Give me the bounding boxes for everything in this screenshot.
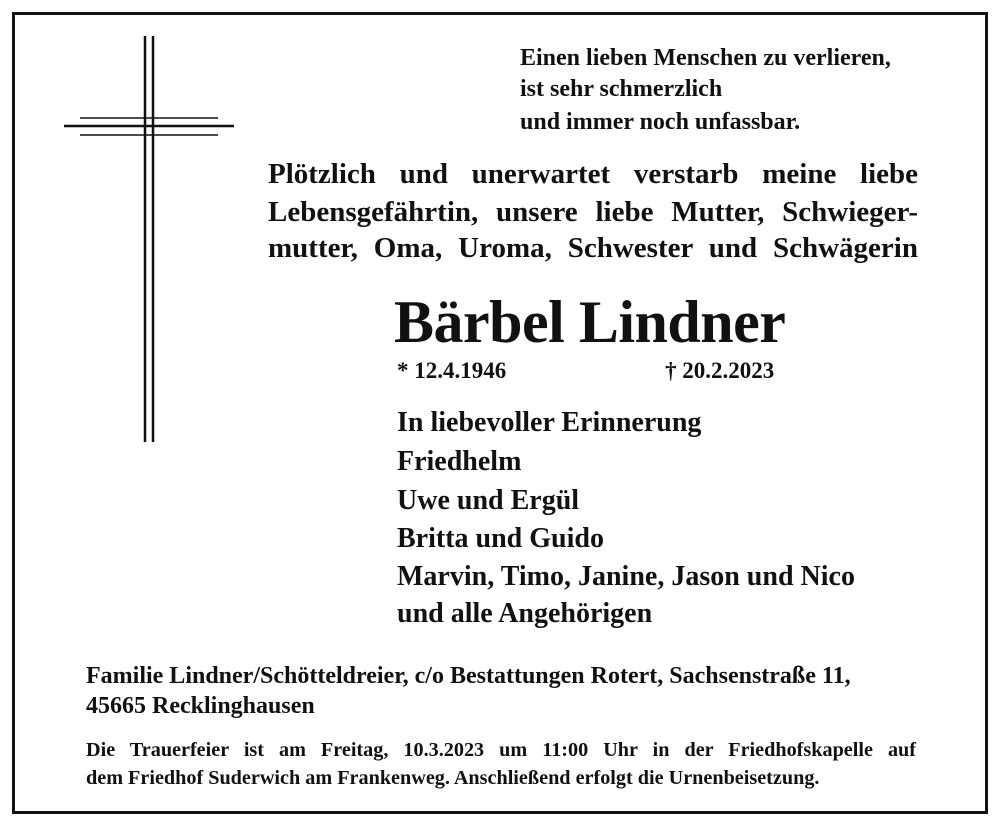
motto-line: und immer noch unfassbar. bbox=[520, 109, 801, 135]
motto-line: ist sehr schmerzlich bbox=[520, 76, 723, 102]
cross-icon bbox=[60, 36, 240, 446]
intro-line: Lebensgefährtin, unsere liebe Mutter, Schwieger- bbox=[268, 196, 918, 228]
deceased-name: Bärbel Lindner bbox=[394, 289, 786, 355]
mourner-line: Britta und Guido bbox=[397, 523, 604, 554]
ceremony-line: Die Trauerfeier ist am Freitag, 10.3.2023 um 11:00 Uhr in der Friedhofskapelle auf bbox=[86, 739, 916, 761]
mourner-line: Uwe und Ergül bbox=[397, 485, 580, 516]
mourner-line: und alle Angehörigen bbox=[397, 598, 653, 629]
intro-line: mutter, Oma, Uroma, Schwester und Schwägerin bbox=[268, 232, 918, 264]
birth-date: * 12.4.1946 bbox=[397, 358, 507, 383]
address-line: Familie Lindner/Schötteldreier, c/o Bestattungen Rotert, Sachsenstraße 11, bbox=[86, 663, 851, 689]
mourner-line: In liebevoller Erinnerung bbox=[397, 407, 702, 438]
mourner-line: Marvin, Timo, Janine, Jason und Nico bbox=[397, 561, 855, 592]
intro-line: Plötzlich und unerwartet verstarb meine liebe bbox=[268, 158, 918, 190]
ceremony-line: dem Friedhof Suderwich am Frankenweg. Anschließend erfolgt die Urnenbeisetzung. bbox=[86, 767, 820, 789]
motto-line: Einen lieben Menschen zu verlieren, bbox=[520, 45, 891, 71]
death-date: † 20.2.2023 bbox=[665, 358, 775, 383]
mourner-line: Friedhelm bbox=[397, 446, 522, 477]
address-line: 45665 Recklinghausen bbox=[86, 693, 315, 719]
